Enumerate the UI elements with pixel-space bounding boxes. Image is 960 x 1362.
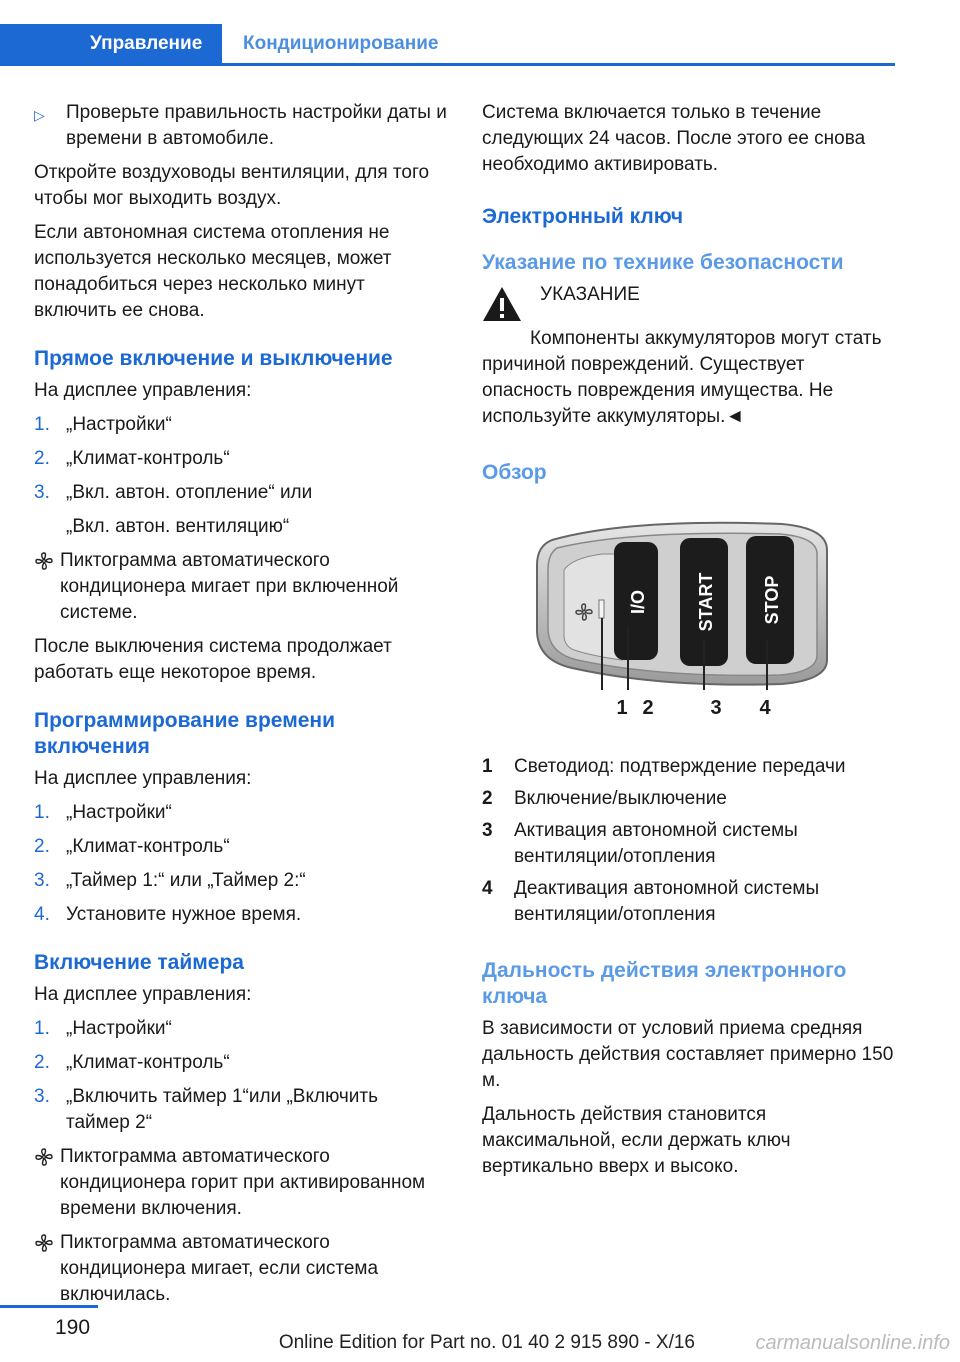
list-item: 3. „Включить таймер 1“или „Включить таймер 2“ <box>34 1086 379 1133</box>
paragraph-display: На дисплее управления: <box>34 984 252 1005</box>
list-item: 2. „Климат-контроль“ <box>34 1052 230 1073</box>
heading-electronic-key: Электронный ключ <box>482 205 684 228</box>
paragraph-24h: Система включается только в течение следующих 24 часов. После этого ее снова необходимо активировать. <box>482 102 866 175</box>
check-item <box>34 100 447 152</box>
list-item: 1. „Настройки“ <box>34 414 172 435</box>
fan-icon <box>34 1233 54 1253</box>
legend-item: 3 Активация автономной системы вентиляции/отопления <box>482 820 798 867</box>
paragraph-icon-blink: Пиктограмма автоматического кондиционера мигает при включенной системе. <box>34 548 447 626</box>
footer-rule <box>0 1305 98 1308</box>
paragraph-open-vents: Откройте воздуховоды вентиляции, для того чтобы мог выходить воздух. <box>34 162 430 209</box>
paragraph-display: На дисплее управления: <box>34 768 252 789</box>
page-header <box>0 0 895 66</box>
triangle-bullet-icon: ▷ <box>34 107 45 123</box>
heading-range: Дальность действия электронного ключа <box>482 959 847 1008</box>
callout-2: 2 <box>642 697 654 719</box>
figure-legend <box>482 754 895 928</box>
callout-3: 3 <box>710 697 722 719</box>
warning-block <box>482 282 895 326</box>
warning-title: УКАЗАНИЕ <box>540 284 640 305</box>
start-button-label: START <box>696 572 716 632</box>
legend-item: 2 Включение/выключение <box>482 788 727 809</box>
check-item-text: Проверьте правильность настройки даты и времени в автомобиле. <box>66 102 447 149</box>
paragraph-icon-blink-2: Пиктограмма автоматического кондиционера мигает, если система включилась. <box>34 1230 447 1308</box>
callout-4: 4 <box>759 697 771 719</box>
online-edition-note: Online Edition for Part no. 01 40 2 915 890 - X/16 <box>278 1332 695 1353</box>
led-indicator <box>599 600 604 618</box>
legend-item: 1 Светодиод: подтверждение передачи <box>482 756 846 777</box>
stop-button-label: STOP <box>762 575 782 625</box>
fan-icon <box>34 1147 54 1167</box>
list-item: 3. „Вкл. автон. отопление“ или <box>34 482 313 503</box>
io-button-label: I/O <box>628 589 648 615</box>
paragraph-range-1: В зависимости от условий приема средняя дальность действия составляет примерно 150 м. <box>482 1018 894 1091</box>
paragraph-range-2: Дальность действия становится максимальной, если держать ключ вертикально вверх и высоко. <box>482 1104 791 1177</box>
paragraph-after-off: После выключения система продолжает работать еще некоторое время. <box>34 636 392 683</box>
heading-safety: Указание по технике безопасности <box>482 251 844 274</box>
watermark: carmanualsonline.info <box>755 1332 950 1354</box>
heading-timer-on: Включение таймера <box>34 951 244 974</box>
list-item: 3. „Таймер 1:“ или „Таймер 2:“ <box>34 870 306 891</box>
warning-text: Компоненты аккумуляторов могут стать причиной повреждений. Существует опасность повреждения имущества. Не используйте аккумуляторы.◄ <box>482 328 882 427</box>
left-column <box>34 100 447 1316</box>
list-item: 1. „Настройки“ <box>34 1018 172 1039</box>
section-tab: Кондиционирование <box>243 33 439 54</box>
list-item: 2. „Климат-контроль“ <box>34 836 230 857</box>
list-item: 2. „Климат-контроль“ <box>34 448 230 469</box>
paragraph-reactivate: Если автономная система отопления не используется несколько месяцев, может понадобиться через несколько минут включить ее снова. <box>34 222 392 321</box>
heading-program-time: Программирование времени включения <box>34 709 336 758</box>
fan-icon <box>34 551 54 571</box>
key-fob-figure <box>482 510 895 740</box>
heading-direct-switch: Прямое включение и выключение <box>34 347 393 370</box>
callout-1: 1 <box>616 697 628 719</box>
chapter-tab: Управление <box>0 24 222 63</box>
heading-overview: Обзор <box>482 461 547 484</box>
warning-triangle-icon <box>482 286 522 322</box>
direct-steps-list <box>34 412 447 540</box>
page-number: 190 <box>55 1316 91 1339</box>
program-steps-list <box>34 800 447 928</box>
list-item: 4. Установите нужное время. <box>34 904 302 925</box>
legend-item: 4 Деактивация автономной системы вентиляции/отопления <box>482 878 820 925</box>
right-column <box>482 100 895 1188</box>
timer-steps-list <box>34 1016 447 1136</box>
paragraph-icon-lit: Пиктограмма автоматического кондиционера горит при активированном времени включения. <box>34 1144 447 1222</box>
list-item-continuation: „Вкл. автон. вентиляцию“ <box>66 516 290 537</box>
paragraph-display: На дисплее управления: <box>34 380 252 401</box>
list-item: 1. „Настройки“ <box>34 802 172 823</box>
